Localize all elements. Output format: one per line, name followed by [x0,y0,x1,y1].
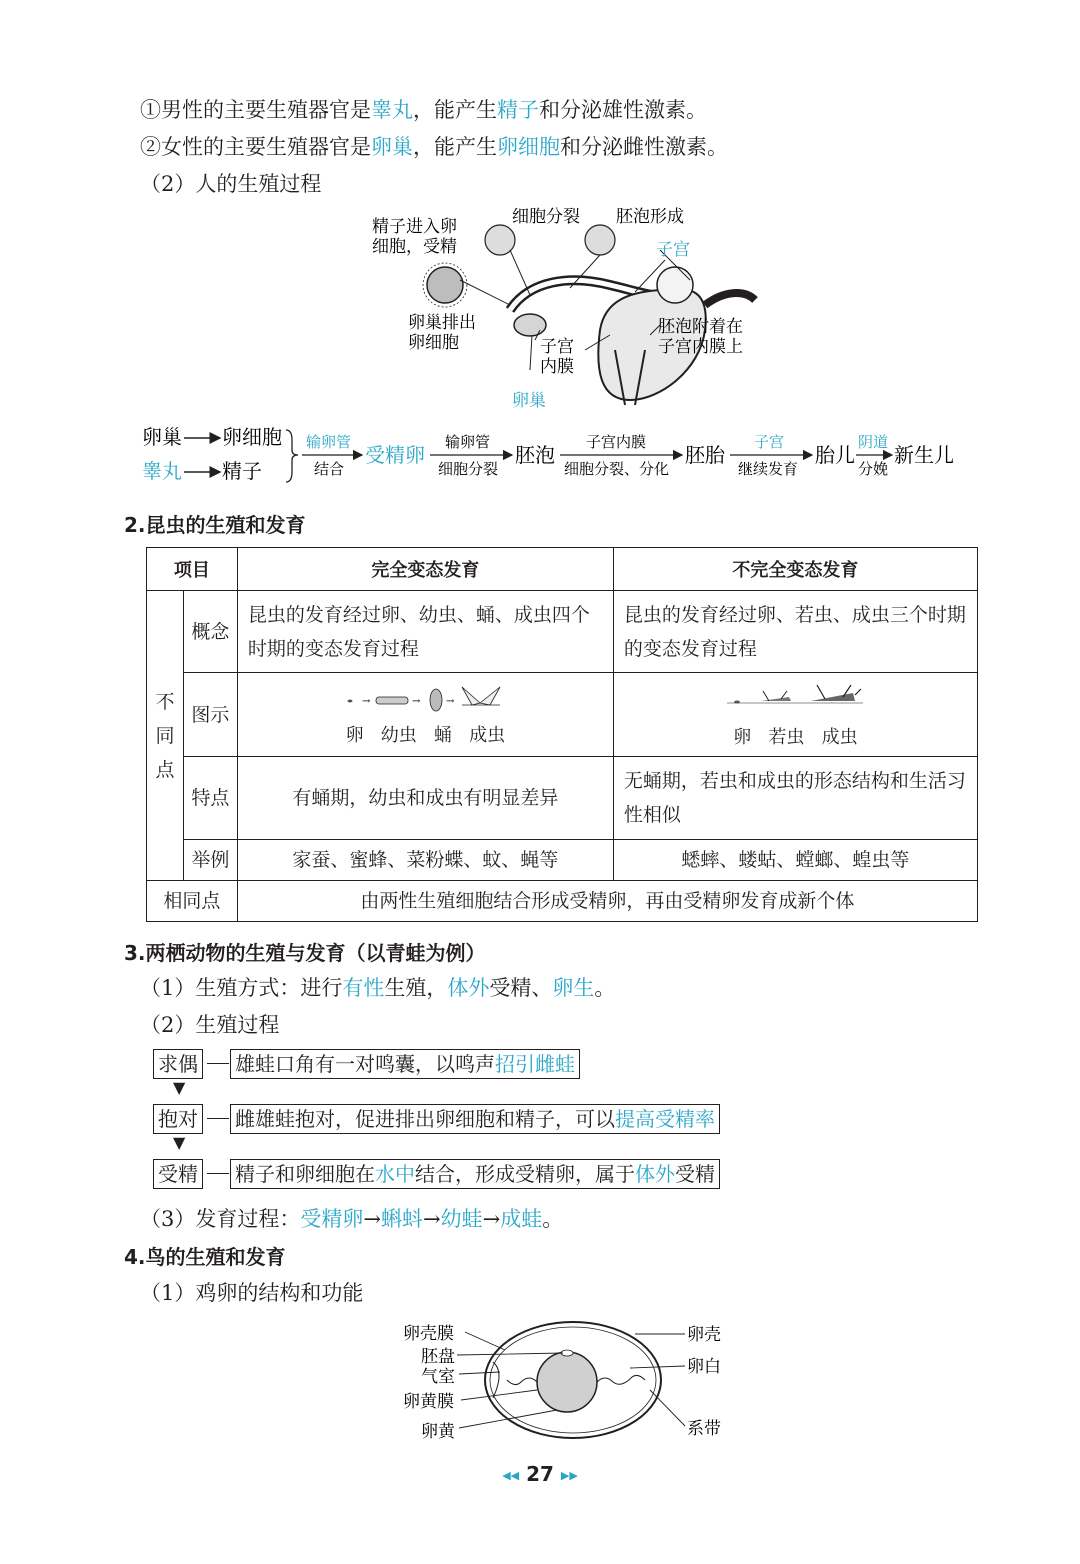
label-shell: 卵壳 [687,1325,721,1345]
page-footer [0,1462,1080,1486]
flow-step3-bottom: 细胞分裂、分化 [564,460,670,478]
flow-step2-top: 输卵管 [445,433,491,451]
concept-complete: 昆虫的发育经过卵、幼虫、蛹、成虫四个时期的变态发育过程 [237,591,613,673]
example-label: 举例 [184,840,238,881]
label-endometrium-2: 内膜 [540,357,574,377]
reproduction-flow [140,422,970,487]
flow-testis: 睾丸 [142,459,182,483]
flow-step1-bottom: 结合 [314,460,345,478]
label-implant-2: 子宫内膜上 [658,337,743,357]
flow-ovary: 卵巢 [142,425,182,449]
th-item: 项目 [147,548,238,591]
flow-embryo: 胚胎 [685,443,725,467]
flow-step5-top: 阴道 [858,433,889,451]
label-sperm-enter-2: 细胞，受精 [372,237,457,257]
prev-arrows-icon: ◀◀ [502,1469,520,1482]
diagram-complete [237,673,613,757]
label-chalaza: 系带 [687,1419,721,1439]
same-label: 相同点 [147,881,238,922]
label-uterus: 子宫 [656,240,690,260]
flow-zygote: 受精卵 [365,443,425,467]
stage-pupa: 蛹 [433,725,452,746]
label-ovary: 卵巢 [512,391,546,411]
label-shell-membrane: 卵壳膜 [403,1324,454,1344]
label-cell-division: 细胞分裂 [512,207,580,227]
connector [207,1063,229,1064]
label-air-cell: 气室 [421,1367,455,1387]
flow-newborn: 新生儿 [894,443,954,467]
flow-sperm: 精子 [222,459,262,483]
label-germinal-disc: 胚盘 [421,1347,455,1367]
label-blastocyst-form: 胚泡形成 [616,207,684,227]
flow-step2-bottom: 细胞分裂 [438,460,499,478]
flow-step3-top: 子宫内膜 [586,433,647,451]
birds-heading: 4.鸟的生殖和发育 [124,1245,286,1269]
step-fertilization-label: 受精 [153,1159,203,1189]
step-courtship-label: 求偶 [153,1049,203,1079]
flow-step1-top: 输卵管 [306,433,352,451]
flow-blastocyst: 胚泡 [515,443,555,467]
example-complete: 家蚕、蜜蜂、菜粉蝶、蚊、蝇等 [237,840,613,881]
stage-larva: 幼虫 [380,725,417,746]
birds-sub: （1）鸡卵的结构和功能 [140,1281,364,1305]
step-amplexus-text: 雌雄蛙抱对，促进排出卵细胞和精子，可以提高受精率 [230,1104,720,1134]
grasshopper-icon [725,679,865,713]
feature-incomplete: 无蛹期，若虫和成虫的形态结构和生活习性相似 [613,757,977,840]
label-yolk: 卵黄 [421,1422,455,1442]
stage-adult: 成虫 [469,725,506,746]
amphibians-heading: 3.两栖动物的生殖与发育（以青蛙为例） [124,941,486,965]
uterus-diagram [360,200,780,415]
svg-text:→: → [362,696,371,707]
diagram-label: 图示 [184,673,238,757]
stage-nymph: 若虫 [768,727,805,748]
connector [207,1118,229,1119]
human-process-heading: （2）人的生殖过程 [140,172,322,196]
label-implant: 胚泡附着在 [658,317,743,337]
step-fertilization-text: 精子和卵细胞在水中结合，形成受精卵，属于体外受精 [230,1159,720,1189]
amphibian-process-heading: （2）生殖过程 [140,1013,280,1037]
svg-text:→: → [446,696,455,707]
egg-diagram [395,1310,735,1450]
same-text: 由两性生殖细胞结合形成受精卵，再由受精卵发育成新个体 [237,881,977,922]
feature-complete: 有蛹期，幼虫和成虫有明显差异 [237,757,613,840]
down-arrow-icon: ▼ [173,1078,186,1097]
flow-egg: 卵细胞 [222,425,282,449]
concept-incomplete: 昆虫的发育经过卵、若虫、成虫三个时期的变态发育过程 [613,591,977,673]
ovary-shape [514,314,546,336]
yolk-shape [537,1352,597,1412]
svg-text:→: → [412,696,421,707]
complete-metamorphosis-icon [340,681,510,715]
diff-label: 不同点 [147,591,184,881]
label-ovulation-2: 卵细胞 [408,333,459,353]
male-organ-line: ①男性的主要生殖器官是睾丸，能产生精子和分泌雄性激素。 [140,98,707,122]
feature-label: 特点 [184,757,238,840]
amphibian-development-line: （3）发育过程：受精卵→蝌蚪→幼蛙→成蛙。 [140,1207,564,1231]
flow-step5-bottom: 分娩 [858,460,889,478]
stage-egg-2: 卵 [733,727,752,748]
insects-heading: 2.昆虫的生殖和发育 [124,513,306,537]
connector [207,1173,229,1174]
label-albumen: 卵白 [687,1357,721,1377]
flow-step4-top: 子宫 [754,433,785,451]
amphibian-mode-line: （1）生殖方式：进行有性生殖，体外受精、卵生。 [140,976,616,1000]
concept-label: 概念 [184,591,238,673]
stage-egg: 卵 [345,725,364,746]
label-ovulation: 卵巢排出 [408,313,476,333]
th-complete: 完全变态发育 [237,548,613,591]
stage-adult-2: 成虫 [821,727,858,748]
label-endometrium: 子宫 [540,337,574,357]
flow-step4-bottom: 继续发育 [738,460,799,478]
label-yolk-membrane: 卵黄膜 [403,1392,454,1412]
step-amplexus-label: 抱对 [153,1104,203,1134]
example-incomplete: 蟋蟀、蝼蛄、螳螂、蝗虫等 [613,840,977,881]
page-number: 27 [526,1462,554,1486]
female-organ-line: ②女性的主要生殖器官是卵巢，能产生卵细胞和分泌雌性激素。 [140,135,728,159]
next-arrows-icon: ▶▶ [560,1469,578,1482]
step-courtship-text: 雄蛙口角有一对鸣囊，以鸣声招引雌蛙 [230,1049,580,1079]
flow-fetus: 胎儿 [815,443,855,467]
down-arrow-icon: ▼ [173,1133,186,1152]
th-incomplete: 不完全变态发育 [613,548,977,591]
egg-cell-shape [427,267,463,303]
insect-development-table [146,547,978,922]
label-sperm-enter: 精子进入卵 [372,217,457,237]
diagram-incomplete [613,673,977,757]
